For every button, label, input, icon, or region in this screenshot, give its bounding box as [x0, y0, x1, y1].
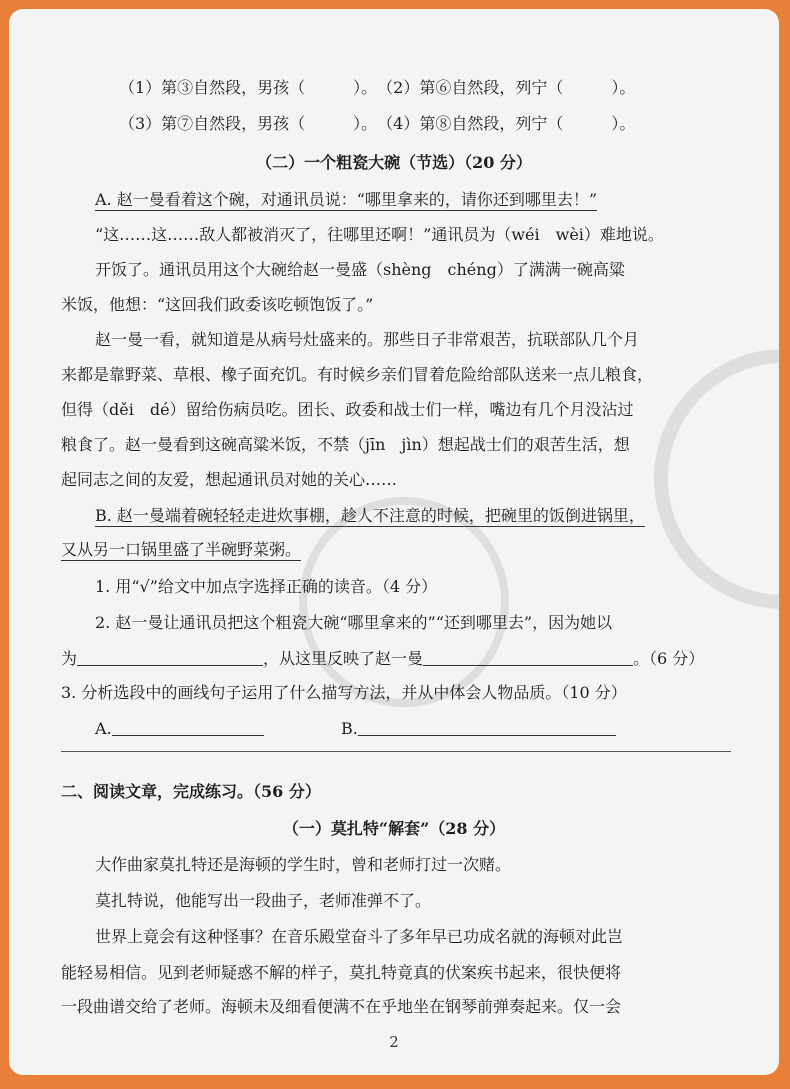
- answer-blank-b[interactable]: [358, 719, 616, 736]
- passage-line-2: 开饭了。通讯员用这个大碗给赵一曼盛（shèng chéng）了满满一碗高粱: [95, 260, 625, 279]
- passage-b-2: [61, 539, 301, 561]
- passage-line-7: 粮食了。赵一曼看到这碗高粱米饭，不禁（jīn jìn）想起战士们的艰苦生活，想: [61, 435, 630, 454]
- answer-line-1: （1）第③自然段，男孩（ ）。 （2）第⑥自然段，列宁（ ）。: [119, 78, 636, 97]
- story-line-4: 能轻易相信。见到老师疑惑不解的样子，莫扎特竟真的伏案疾书起来，很快便将: [61, 963, 622, 982]
- answer-blank-2[interactable]: [423, 649, 633, 666]
- question-3-option-a: A.: [95, 718, 264, 740]
- answer-line-2: （3）第⑦自然段，男孩（ ）。 （4）第⑧自然段，列宁（ ）。: [119, 114, 636, 133]
- passage-a: [95, 189, 597, 211]
- passage-line-5: 来都是靠野菜、草根、橡子面充饥。有时候乡亲们冒着危险给部队送来一点儿粮食，: [61, 365, 654, 384]
- story-line-1: 大作曲家莫扎特还是海顿的学生时，曾和老师打过一次赌。: [95, 855, 512, 874]
- answer-line-full[interactable]: [61, 751, 731, 752]
- question-2: 2. 赵一曼让通讯员把这个粗瓷大碗“哪里拿来的”“还到哪里去”，因为她以: [95, 613, 613, 632]
- underlined-sentence-b2: 又从另一口锅里盛了半碗野菜粥。: [61, 540, 302, 559]
- subsection-title: （一）莫扎特“解套”（28 分）: [282, 819, 506, 838]
- question-2-continued: 为 ，从这里反映了赵一曼 。（6 分）: [61, 649, 705, 668]
- section-title: （二）一个粗瓷大碗（节选）（20 分）: [256, 153, 532, 172]
- passage-line-1: “这……这……敌人都被消灭了，往哪里还啊！”通讯员为（wéi wèi）难地说。: [95, 225, 664, 244]
- question-1: 1. 用“√”给文中加点字选择正确的读音。（4 分）: [95, 577, 438, 596]
- story-line-5: 一段曲谱交给了老师。海顿未及细看便满不在乎地坐在钢琴前弹奏起来。仅一会: [61, 997, 622, 1016]
- passage-line-4: 赵一曼一看，就知道是从病号灶盛来的。那些日子非常艰苦，抗联部队几个月: [95, 330, 640, 349]
- answer-blank-1[interactable]: [77, 649, 263, 666]
- answer-blank-a[interactable]: [112, 719, 264, 736]
- question-3-option-b: B.: [341, 718, 616, 740]
- document-page: [9, 9, 779, 1075]
- watermark-stamp: [299, 497, 509, 707]
- watermark-seal: [654, 349, 779, 609]
- passage-line-8: 起同志之间的友爱，想起通讯员对她的关心……: [61, 470, 398, 489]
- story-line-2: 莫扎特说，他能写出一段曲子，老师准弹不了。: [95, 891, 432, 910]
- passage-b-1: [95, 505, 645, 527]
- question-3: 3. 分析选段中的画线句子运用了什么描写方法，并从中体会人物品质。（10 分）: [61, 683, 627, 702]
- passage-line-6: 但得（děi dé）留给伤病员吃。团长、政委和战士们一样，嘴边有几个月没沾过: [61, 400, 634, 419]
- story-line-3: 世界上竟会有这种怪事？在音乐殿堂奋斗了多年早已功成名就的海顿对此岂: [95, 927, 624, 946]
- underlined-sentence-a: A. 赵一曼看着这个碗，对通讯员说：“哪里拿来的，请你还到哪里去！”: [95, 190, 598, 209]
- part-two-heading: 二、阅读文章，完成练习。（56 分）: [61, 782, 321, 801]
- underlined-sentence-b1: B. 赵一曼端着碗轻轻走进炊事棚，趁人不注意的时候，把碗里的饭倒进锅里，: [95, 506, 645, 525]
- passage-line-3: 米饭，他想：“这回我们政委该吃顿饱饭了。”: [61, 295, 374, 314]
- page-number: 2: [389, 1033, 399, 1051]
